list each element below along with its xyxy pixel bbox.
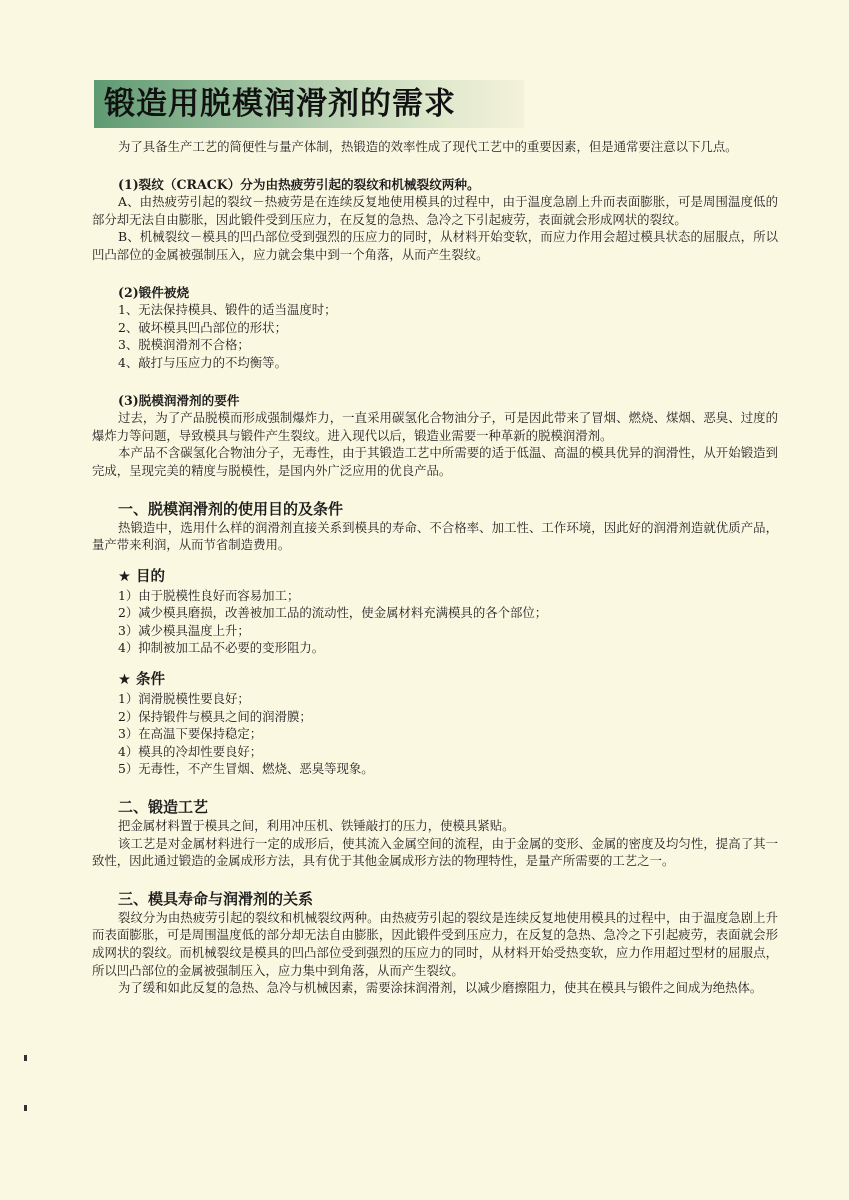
requirements-paragraph-2: 本产品不含碳氢化合物油分子，无毒性，由于其锻造工艺中所需要的适于低温、高温的模具优异的润滑性，从开始锻造到完成，呈现完美的精度与脱模性，是国内外广泛应用的优良产品。 [92, 445, 778, 478]
purpose-heading: ★ 目的 [118, 568, 166, 585]
list-item: 3）在高温下要保持稳定； [118, 726, 263, 742]
document-body [82, 138, 778, 997]
section-2-paragraph-2: 该工艺是对金属材料进行一定的成形后，使其流入金属空间的流程，由于金属的变形、金属的密度及均匀性，提高了其一致性，因此通过锻造的金属成形方法，具有优于其他金属成形方法的物理特性，是量产所需要的工艺之一。 [92, 835, 778, 869]
list-item: 4、敲打与压应力的不均衡等。 [118, 354, 287, 370]
section-3-paragraph-2: 为了缓和如此反复的急热、急冷与机械因素，需要涂抹润滑剂，以减少磨擦阻力，使其在模具与锻件之间成为绝热体。 [118, 980, 763, 996]
section-1-body: 热锻造中，选用什么样的润滑剂直接关系到模具的寿命、不合格率、加工性、工作环境，因此好的润滑剂造就优质产品，量产带来利润，从而节省制造费用。 [92, 519, 778, 553]
scan-mark [24, 1105, 27, 1111]
intro-paragraph: 为了具备生产工艺的简便性与量产体制，热锻造的效率性成了现代工艺中的重要因素，但是通常要注意以下几点。 [118, 139, 738, 154]
section-2-heading: 二、锻造工艺 [118, 798, 209, 817]
list-item: 2）保持锻件与模具之间的润滑膜； [118, 708, 312, 724]
condition-heading: ★ 条件 [118, 672, 166, 689]
page-title: 锻造用脱模润滑剂的需求 [104, 86, 456, 122]
section-2-paragraph-1: 把金属材料置于模具之间，利用冲压机、铁锤敲打的压力，使模具紧贴。 [118, 818, 515, 834]
requirements-paragraph-1: 过去，为了产品脱模而形成强制爆炸力，一直采用碳氢化合物油分子，可是因此带来了冒烟、燃烧、煤烟、恶臭、过度的爆炸力等问题，导致模具与锻件产生裂纹。进入现代以后，锻造业需要一种革新的脱模润滑剂。 [92, 410, 778, 443]
section-3-heading: 三、模具寿命与润滑剂的关系 [118, 889, 314, 908]
list-item: 1）润滑脱模性要良好； [118, 691, 250, 707]
crack-paragraph-a: A、由热疲劳引起的裂纹－热疲劳是在连续反复地使用模具的过程中，由于温度急剧上升而表面膨胀，可是周围温度低的部分却无法自由膨胀，因此锻件受到压应力，在反复的急热、急冷之下引起疲劳，表面就会形成网状的裂纹。 [92, 194, 778, 227]
list-item: 3、脱模润滑剂不合格； [118, 337, 250, 353]
requirements-heading: (3)脱模润滑剂的要件 [118, 392, 240, 408]
burn-heading: (2)锻件被烧 [118, 284, 190, 300]
section-1-heading: 一、脱模润滑剂的使用目的及条件 [118, 499, 344, 518]
scan-mark [24, 1055, 27, 1061]
crack-paragraph-b: B、机械裂纹－模具的凹凸部位受到强烈的压应力的同时，从材料开始变软，而应力作用会超过模具状态的屈服点，所以凹凸部位的金属被强制压入，应力就会集中到一个角落，从而产生裂纹。 [92, 229, 778, 262]
list-item: 2）减少模具磨损，改善被加工品的流动性，使金属材料充满模具的各个部位； [118, 605, 548, 621]
list-item: 1）由于脱模性良好而容易加工； [118, 587, 300, 603]
list-item: 2、破坏模具凹凸部位的形状； [118, 319, 287, 335]
section-3-paragraph-1: 裂纹分为由热疲劳引起的裂纹和机械裂纹两种。由热疲劳引起的裂纹是连续反复地使用模具的过程中，由于温度急剧上升而表面膨胀，可是周围温度低的部分却无法自由膨胀，因此锻件受到压应力，在反复的急热、急冷之下引起疲劳，表面就会形成网状的裂纹。而机械裂纹是模具的凹凸部位受到强烈的压应力的同时，从材料开始受热变软，应力作用超过型材的屈服点，所以凹凸部位的金属被强制压入，应力集中到角落，从而产生裂纹。 [92, 909, 778, 978]
list-item: 4）抑制被加工品不必要的变形阻力。 [118, 640, 325, 656]
list-item: 4）模具的冷却性要良好； [118, 743, 263, 759]
list-item: 1、无法保持模具、锻件的适当温度时； [118, 302, 337, 318]
list-item: 3）减少模具温度上升； [118, 622, 250, 638]
list-item: 5）无毒性，不产生冒烟、燃烧、恶臭等现象。 [118, 761, 374, 777]
crack-heading: (1)裂纹（CRACK）分为由热疲劳引起的裂纹和机械裂纹两种。 [118, 176, 480, 192]
